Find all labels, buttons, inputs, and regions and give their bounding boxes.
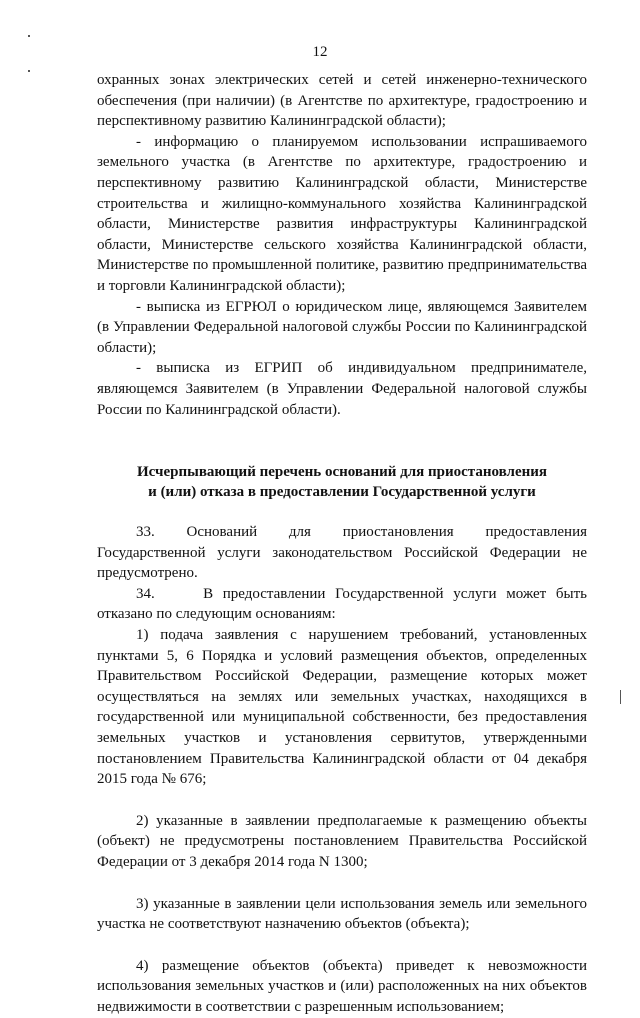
section-heading-line-2: и (или) отказа в предоставлении Государственной услуги bbox=[148, 484, 536, 501]
page-number: 12 bbox=[312, 44, 328, 60]
paragraph-continuation: охранных зонах электрических сетей и сетей инженерно-технического обеспечения (при наличии) (в Агентстве по архитектуре, градостроению и перспективному развитию Калининградской области); bbox=[97, 72, 587, 130]
scan-speck bbox=[28, 70, 30, 72]
bullet-planned-use-info: - информацию о планируемом использовании испрашиваемого земельного участка (в Агентстве по архитектуре, градостроению и перспективному развитию Калининградской области, Министерстве строительства и жилищно-коммунального хозяйства Калининградской области, Министерстве развития инфраструктуры Калининградской области, Министерстве сельского хозяйства Калининградской области, Министерстве по промышленной политике, развитию предпринимательства и торговли Калининградской области); bbox=[97, 133, 587, 294]
item-34: 34. В предоставлении Государственной услуги может быть отказано по следующим основаниям: bbox=[97, 585, 591, 623]
section-heading bbox=[97, 462, 587, 502]
scan-speck bbox=[28, 35, 30, 37]
refusal-ground-4: 4) размещение объектов (объекта) приведет к невозможности использования земельных участков и (или) расположенных на них объектов недвижимости в соответствии с разрешенным использованием; bbox=[97, 957, 587, 1015]
section-heading-line-1: Исчерпывающий перечень оснований для приостановления bbox=[136, 464, 548, 481]
scan-speck bbox=[620, 690, 621, 704]
refusal-ground-3: 3) указанные в заявлении цели использования земель или земельного участка не соответствуют назначению объектов (объекта); bbox=[97, 895, 587, 933]
refusal-ground-2: 2) указанные в заявлении предполагаемые к размещению объекты (объект) не предусмотрены постановлением Правительства Российской Федерации от 3 декабря 2014 года N 1300; bbox=[97, 812, 587, 870]
bullet-egrul-extract: - выписка из ЕГРЮЛ о юридическом лице, являющемся Заявителем (в Управлении Федеральной налоговой службы России по Калининградской области); bbox=[97, 298, 587, 356]
refusal-ground-1: 1) подача заявления с нарушением требований, установленных пунктами 5, 6 Порядка и условий размещения объектов, определенных Правительством Российской Федерации, размещение которых может осуществляться на землях или земельных участках, находящихся в государственной или муниципальной собственности, без предоставления земельных участков и установления сервитутов, утвержденными постановлением Правительства Калининградской области от 04 декабря 2015 года № 676; bbox=[97, 627, 587, 788]
document-body bbox=[97, 70, 591, 1018]
item-33: 33. Оснований для приостановления предоставления Государственной услуги законодательством Российской Федерации не предусмотрено. bbox=[97, 524, 587, 582]
bullet-egrip-extract: - выписка из ЕГРИП об индивидуальном предпринимателе, являющемся Заявителем (в Управлении Федеральной налоговой службы России по Калининградской области). bbox=[97, 360, 587, 418]
